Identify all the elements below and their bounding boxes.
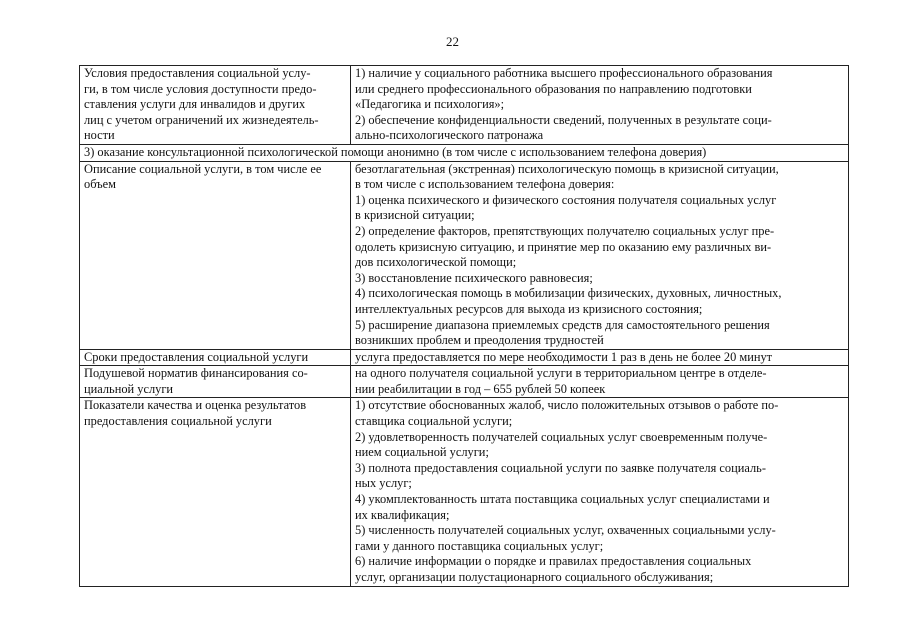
text-line: в том числе с использованием телефона доверия: [355, 177, 615, 192]
text-line: на одного получателя социальной услуги в территориальном центре в отделе- [355, 366, 767, 381]
text-line: ставления услуги для инвалидов и других [84, 97, 306, 112]
text-line: интеллектуальных ресурсов для выхода из кризисного состояния; [355, 301, 703, 316]
text-line: услуга предоставляется по мере необходимости 1 раз в день не более 20 минут [355, 349, 773, 364]
text-line: возникших проблем и преодоления трудностей [355, 333, 604, 348]
text-line: 1) наличие у социального работника высшего профессионального образования [355, 66, 773, 80]
text-line: Сроки предоставления социальной услуги [84, 349, 309, 364]
section-heading: 3) оказание консультационной психологической помощи анонимно (в том числе с использованием телефона доверия) [80, 144, 849, 161]
text-line: их квалификация; [355, 507, 450, 522]
text-line: 3) полнота предоставления социальной услуги по заявке получателя социаль- [355, 460, 766, 475]
row-label-terms [80, 349, 351, 366]
row-value-conditions [351, 66, 849, 145]
text-line: безотлагательная (экстренная) психологическую помощь в кризисной ситуации, [355, 161, 779, 176]
table-row [80, 366, 849, 398]
row-value-funding [351, 366, 849, 398]
text-line: услуг, организации полустационарного социального обслуживания; [355, 570, 714, 584]
row-value-terms [351, 349, 849, 366]
text-line: Условия предоставления социальной услу- [84, 66, 311, 80]
text-line: ности [84, 128, 115, 143]
text-line: 1) отсутствие обоснованных жалоб, число положительных отзывов о работе по- [355, 398, 779, 413]
text-line: ально-психологического патронажа [355, 128, 544, 143]
row-value-quality [351, 398, 849, 586]
text-line: ных услуг; [355, 476, 412, 491]
text-line: 2) удовлетворенность получателей социальных услуг своевременным получе- [355, 429, 768, 444]
text-line: 5) численность получателей социальных услуг, охваченных социальными услу- [355, 523, 776, 538]
text-line: 2) обеспечение конфиденциальности сведений, полученных в результате соци- [355, 112, 772, 127]
text-line: гами у данного поставщика социальных услуг; [355, 538, 604, 553]
text-line: Описание социальной услуги, в том числе ее [84, 161, 322, 176]
table-row [80, 398, 849, 586]
page-number: 22 [446, 34, 459, 49]
text-line: 6) наличие информации о порядке и правилах предоставления социальных [355, 554, 752, 569]
table-row [80, 66, 849, 145]
section-row [80, 144, 849, 161]
text-line: ги, в том числе условия доступности предо- [84, 81, 317, 96]
text-line: Показатели качества и оценка результатов [84, 398, 307, 413]
text-line: 4) укомплектованность штата поставщика социальных услуг специалистами и [355, 492, 770, 507]
text-line: в кризисной ситуации; [355, 208, 475, 223]
text-line: предоставления социальной услуги [84, 414, 272, 429]
text-line: объем [84, 177, 116, 192]
row-label-funding [80, 366, 351, 398]
text-line: Подушевой норматив финансирования со- [84, 366, 308, 381]
row-label-conditions [80, 66, 351, 145]
row-value-description [351, 161, 849, 349]
text-line: 4) психологическая помощь в мобилизации физических, духовных, личностных, [355, 286, 782, 301]
text-line: 3) восстановление психического равновесия; [355, 270, 593, 285]
text-line: лиц с учетом ограничений их жизнедеятель- [84, 112, 319, 127]
text-line: дов психологической помощи; [355, 255, 517, 270]
text-line: «Педагогика и психология»; [355, 97, 505, 112]
text-line: или среднего профессионального образования по направлению подготовки [355, 81, 752, 96]
row-label-quality [80, 398, 351, 586]
text-line: 2) определение факторов, препятствующих получателю социальных услуг пре- [355, 223, 775, 238]
row-label-description [80, 161, 351, 349]
service-standard-table [79, 65, 849, 587]
text-line: одолеть кризисную ситуацию, и принятие мер по оказанию ему различных ви- [355, 239, 772, 254]
text-line: циальной услуги [84, 381, 174, 396]
text-line: нии реабилитации в год – 655 рублей 50 копеек [355, 381, 606, 396]
text-line: 1) оценка психического и физического состояния получателя социальных услуг [355, 192, 777, 207]
text-line: 5) расширение диапазона приемлемых средств для самостоятельного решения [355, 317, 770, 332]
text-line: нием социальной услуги; [355, 445, 489, 460]
table-row [80, 349, 849, 366]
table-row [80, 161, 849, 349]
text-line: ставщика социальной услуги; [355, 414, 513, 429]
